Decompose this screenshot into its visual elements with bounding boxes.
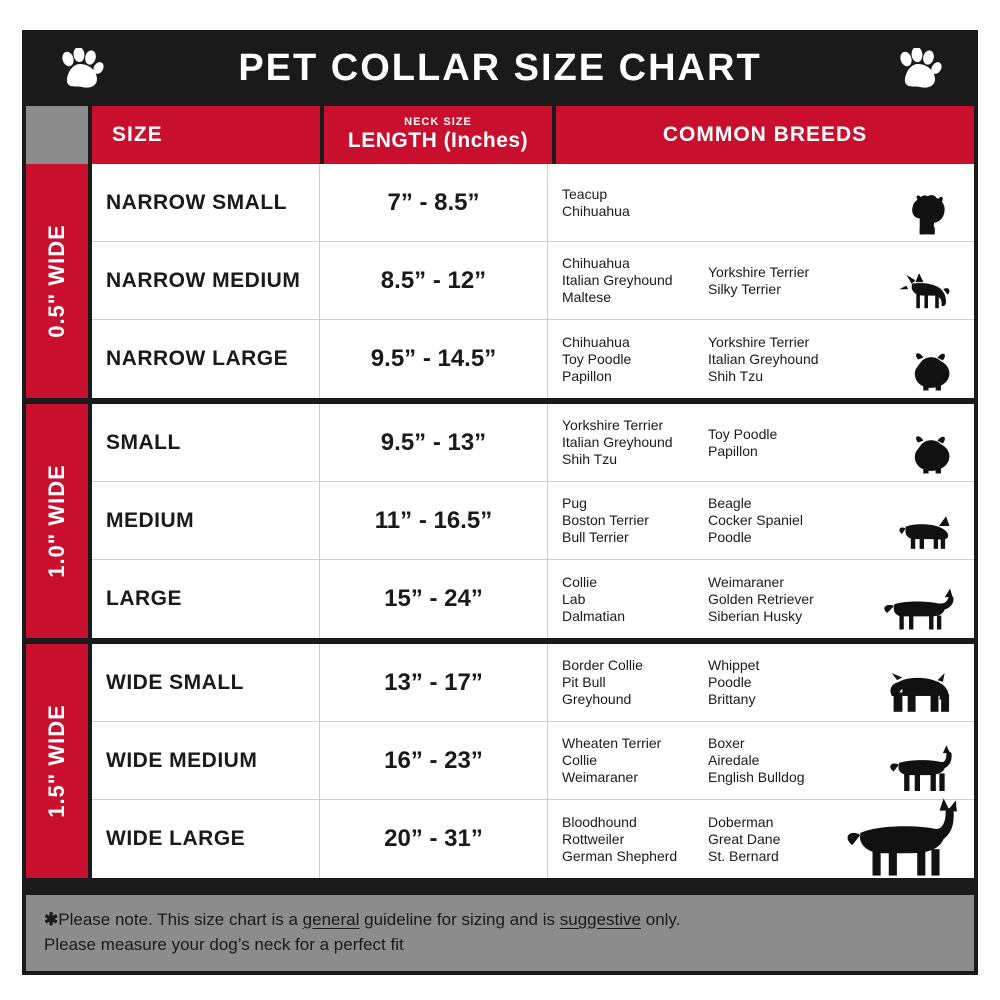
cell-breeds xyxy=(548,482,974,559)
breed-item: Papillon xyxy=(562,367,612,384)
breed-item: Chihuahua xyxy=(562,255,630,271)
cell-breeds xyxy=(548,722,974,799)
pug-silhouette xyxy=(844,485,964,555)
table-row xyxy=(92,404,974,482)
breed-item: Teacup xyxy=(562,185,608,202)
table-header-row xyxy=(22,106,978,164)
column-header-neck-size: NECK SIZE xyxy=(404,116,472,128)
page-title: PET COLLAR SIZE CHART xyxy=(238,46,762,89)
cell-length: 8.5” - 12” xyxy=(320,242,548,319)
breed-item: English Bulldog xyxy=(708,769,805,785)
cell-length: 11” - 16.5” xyxy=(320,482,548,559)
breed-item: Italian Greyhound xyxy=(562,434,673,450)
breed-column-1 xyxy=(562,814,708,865)
breed-column-1 xyxy=(562,186,708,220)
cell-size: NARROW LARGE xyxy=(92,320,320,398)
column-header-breeds: COMMON BREEDS xyxy=(556,106,974,164)
group-standard xyxy=(26,404,974,638)
cell-size: WIDE LARGE xyxy=(92,800,320,878)
breed-item: Papillon xyxy=(708,442,758,459)
table-row xyxy=(92,800,974,878)
breed-item: Great Dane xyxy=(708,830,781,847)
breed-item: Toy Poodle xyxy=(708,425,778,442)
footer-line-2: Please measure your dog’s neck for a perfect fit xyxy=(44,935,404,954)
column-header-length-label: LENGTH (Inches) xyxy=(347,129,529,152)
retriever-silhouette xyxy=(844,564,964,634)
cell-size: NARROW SMALL xyxy=(92,164,320,241)
breed-item: Yorkshire Terrier xyxy=(708,263,810,280)
breed-column-1 xyxy=(562,735,708,786)
table-row xyxy=(92,320,974,398)
cell-breeds xyxy=(548,320,974,398)
table-body xyxy=(22,164,978,891)
cell-breeds xyxy=(548,644,974,721)
breed-item: Chihuahua xyxy=(562,202,630,219)
cell-length: 20” - 31” xyxy=(320,800,548,878)
breed-item: Maltese xyxy=(562,289,612,305)
bulldog-silhouette xyxy=(844,647,964,717)
cell-size: LARGE xyxy=(92,560,320,638)
breed-column-1 xyxy=(562,334,708,385)
breed-item: Airedale xyxy=(708,752,760,768)
breed-item: Italian Greyhound xyxy=(562,272,673,288)
breed-column-2 xyxy=(708,334,858,385)
group-label-width xyxy=(26,404,88,638)
cell-breeds xyxy=(548,242,974,319)
cell-length: 9.5” - 14.5” xyxy=(320,320,548,398)
cell-size: WIDE SMALL xyxy=(92,644,320,721)
chart-header xyxy=(22,30,978,106)
cell-length: 13” - 17” xyxy=(320,644,548,721)
breed-item: Rottweiler xyxy=(562,830,625,847)
breed-item: St. Bernard xyxy=(708,847,779,864)
breed-item: Boston Terrier xyxy=(562,512,649,528)
breed-item: Lab xyxy=(562,590,586,607)
breed-column-1 xyxy=(562,657,708,708)
breed-column-2 xyxy=(708,735,858,786)
breed-item: Boxer xyxy=(708,735,745,751)
breed-item: Poodle xyxy=(708,529,752,545)
table-row xyxy=(92,482,974,560)
breed-item: Shih Tzu xyxy=(562,451,617,467)
breed-item: Siberian Husky xyxy=(708,607,803,624)
footer-text-b: guideline for sizing and is xyxy=(359,910,560,929)
breed-column-1 xyxy=(562,417,708,468)
cell-length: 7” - 8.5” xyxy=(320,164,548,241)
group-rows xyxy=(92,404,974,638)
breed-column-1 xyxy=(562,495,708,546)
cell-size: WIDE MEDIUM xyxy=(92,722,320,799)
table-row xyxy=(92,242,974,320)
cell-size: NARROW MEDIUM xyxy=(92,242,320,319)
table-header-corner xyxy=(26,106,88,164)
footer-underline-general: general xyxy=(302,910,360,929)
group-narrow xyxy=(26,164,974,398)
group-rows xyxy=(92,164,974,398)
chihuahua-silhouette xyxy=(844,245,964,315)
breed-item: Brittany xyxy=(708,691,756,707)
cell-length: 9.5” - 13” xyxy=(320,404,548,481)
breed-item: Shih Tzu xyxy=(708,367,763,384)
breed-item: Beagle xyxy=(708,495,752,511)
breed-item: Bloodhound xyxy=(562,813,637,830)
cell-breeds xyxy=(548,560,974,638)
group-label-text: 0.5" WIDE xyxy=(44,224,69,338)
cell-breeds xyxy=(548,404,974,481)
group-label-width xyxy=(26,164,88,398)
table-row xyxy=(92,164,974,242)
footer-line-1 xyxy=(44,907,956,932)
breed-item: Yorkshire Terrier xyxy=(708,333,810,350)
group-label-width xyxy=(26,644,88,878)
breed-column-1 xyxy=(562,255,708,306)
table-row xyxy=(92,560,974,638)
chart-frame xyxy=(22,30,978,975)
cell-breeds xyxy=(548,800,974,878)
breed-column-2 xyxy=(708,574,858,625)
column-header-length xyxy=(324,106,552,164)
group-label-text: 1.0" WIDE xyxy=(44,464,69,578)
breed-column-2 xyxy=(708,264,858,298)
breed-item: Poodle xyxy=(708,674,752,690)
group-label-text: 1.5" WIDE xyxy=(44,704,69,818)
footer-underline-suggestive: suggestive xyxy=(559,910,642,929)
breed-item: Yorkshire Terrier xyxy=(562,417,664,433)
breed-column-2 xyxy=(708,495,858,546)
breed-column-2 xyxy=(708,426,858,460)
doberman-silhouette xyxy=(830,792,970,878)
breed-item: Whippet xyxy=(708,657,760,673)
paw-icon xyxy=(896,48,942,92)
breed-item: Collie xyxy=(562,573,598,590)
paw-icon xyxy=(58,48,104,92)
breed-item: Pug xyxy=(562,495,587,511)
papillon-silhouette xyxy=(844,324,964,394)
cell-size: MEDIUM xyxy=(92,482,320,559)
breed-item: Bull Terrier xyxy=(562,529,629,545)
breed-item: Collie xyxy=(562,752,598,768)
breed-item: Doberman xyxy=(708,813,774,830)
cell-breeds xyxy=(548,164,974,241)
breed-item: Chihuahua xyxy=(562,333,630,350)
breed-item: Wheaten Terrier xyxy=(562,735,662,751)
breed-item: Greyhound xyxy=(562,691,632,707)
breed-item: Golden Retriever xyxy=(708,590,814,607)
breed-item: Toy Poodle xyxy=(562,350,632,367)
footer-text-c: only. xyxy=(641,910,681,929)
breed-column-2 xyxy=(708,657,858,708)
breed-column-1 xyxy=(562,574,708,625)
boxer-silhouette xyxy=(844,725,964,795)
breed-item: Pit Bull xyxy=(562,674,606,690)
group-wide xyxy=(26,644,974,878)
breed-item: Weimaraner xyxy=(562,769,638,785)
breed-item: German Shepherd xyxy=(562,847,678,864)
cell-length: 16” - 23” xyxy=(320,722,548,799)
yorkie-silhouette xyxy=(844,167,964,237)
cell-size: SMALL xyxy=(92,404,320,481)
breed-item: Italian Greyhound xyxy=(708,350,819,367)
footer-text-a: Please note. This size chart is a xyxy=(58,910,303,929)
breed-item: Border Collie xyxy=(562,657,643,673)
asterisk-icon: ✱ xyxy=(44,910,59,929)
breed-item: Weimaraner xyxy=(708,573,784,590)
column-header-size: SIZE xyxy=(92,106,320,164)
cell-length: 15” - 24” xyxy=(320,560,548,638)
footer-note xyxy=(26,895,974,971)
group-rows xyxy=(92,644,974,878)
breed-item: Dalmatian xyxy=(562,607,626,624)
breed-item: Silky Terrier xyxy=(708,280,781,297)
table-row xyxy=(92,644,974,722)
papillon-silhouette xyxy=(844,407,964,477)
table-row xyxy=(92,722,974,800)
breed-item: Cocker Spaniel xyxy=(708,512,803,528)
